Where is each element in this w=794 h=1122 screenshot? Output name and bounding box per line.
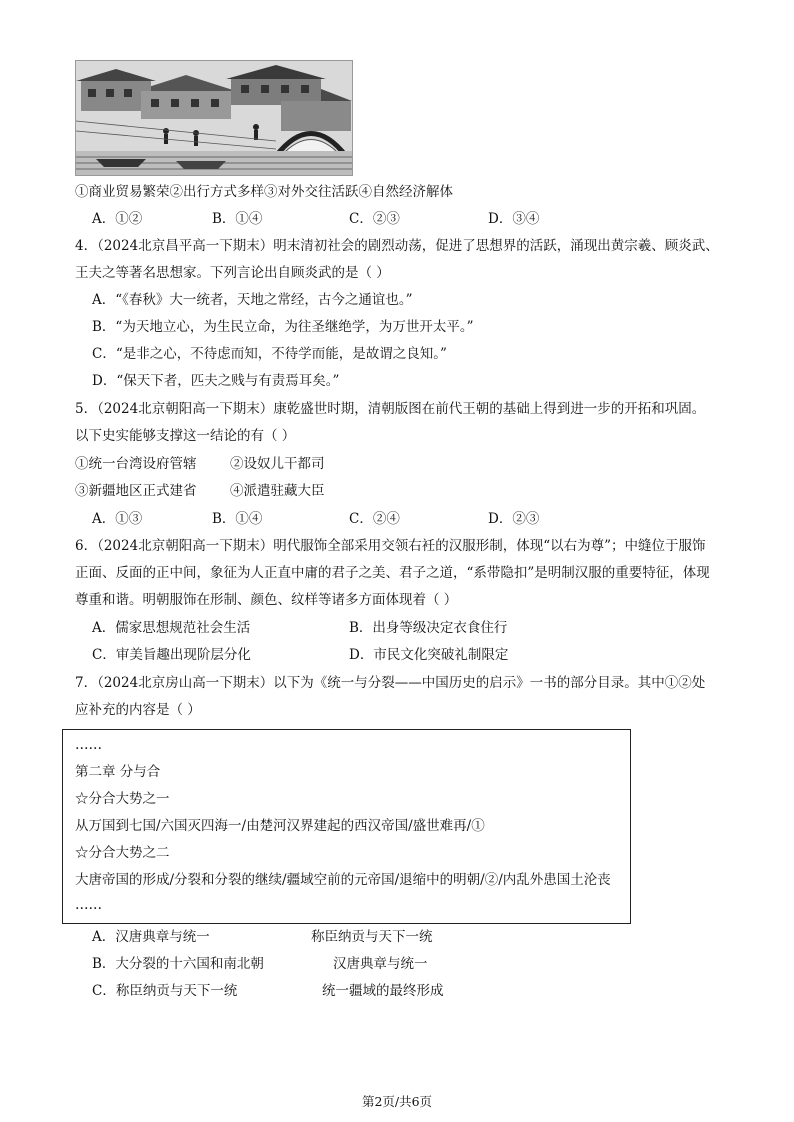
toc-line-3: ☆分合大势之一 (75, 791, 170, 807)
q7-stem-line2: 应补充的内容是（ ） (75, 702, 201, 718)
q6-option-b[interactable]: B．出身等级决定衣食住行 (349, 620, 508, 636)
q5-item-3: ③新疆地区正式建省 (75, 483, 197, 499)
q5-stem-line2: 以下史实能够支撑这一结论的有（ ） (75, 428, 296, 444)
figure-caption-options: ①商业贸易繁荣②出行方式多样③对外交往活跃④自然经济解体 (75, 184, 453, 200)
q5-option-c[interactable]: C．②④ (349, 511, 400, 527)
q6-stem-line3: 尊重和谐。明朝服饰在形制、颜色、纹样等诸多方面体现着（ ） (75, 592, 458, 608)
toc-line-2: 第二章 分与合 (75, 764, 161, 780)
q6-option-a[interactable]: A．儒家思想规范社会生活 (92, 620, 251, 636)
q7-option-a-second: 称臣纳贡与天下一统 (311, 929, 433, 945)
q5-item-1: ①统一台湾设府管辖 (75, 456, 197, 472)
q3-option-b[interactable]: B．①④ (212, 211, 263, 227)
q4-stem-line2: 王夫之等著名思想家。下列言论出自顾炎武的是（ ） (75, 265, 390, 281)
q7-option-c[interactable]: C．称臣纳贡与天下一统 (92, 983, 238, 999)
q3-option-c[interactable]: C．②③ (349, 211, 400, 227)
q7-option-c-second: 统一疆域的最终形成 (322, 983, 444, 999)
q5-option-a[interactable]: A．①③ (92, 511, 143, 527)
toc-line-5: ☆分合大势之二 (75, 845, 170, 861)
q6-stem-line2: 正面、反面的正中间，象征为人正直中庸的君子之美、君子之道，“系带隐扣”是明制汉服的重要特征，体现 (75, 565, 710, 581)
q5-stem-line1: 5．（2024北京朝阳高一下期末）康乾盛世时期，清朝版图在前代王朝的基础上得到进一步的开拓和巩固。 (75, 401, 706, 417)
q7-stem-line1: 7．（2024北京房山高一下期末）以下为《统一与分裂——中国历史的启示》一书的部分目录。其中①②处 (75, 675, 706, 691)
q7-option-b[interactable]: B．大分裂的十六国和南北朝 (92, 956, 264, 972)
q7-option-b-second: 汉唐典章与统一 (333, 956, 428, 972)
q3-option-a[interactable]: A．①② (92, 211, 143, 227)
toc-line-7: …… (75, 897, 102, 913)
q3-option-d[interactable]: D．③④ (488, 211, 540, 227)
q4-option-a[interactable]: A．“《春秋》大一统者，天地之常经，古今之通谊也。” (92, 292, 413, 308)
toc-line-4: 从万国到七国/六国灭四海一/由楚河汉界建起的西汉帝国/盛世难再/① (75, 818, 485, 834)
q4-option-c[interactable]: C．“是非之心，不待虑而知，不待学而能，是故谓之良知。” (92, 346, 447, 362)
q7-option-a[interactable]: A．汉唐典章与统一 (92, 929, 210, 945)
q6-option-d[interactable]: D．市民文化突破礼制限定 (349, 647, 509, 663)
q4-option-b[interactable]: B．“为天地立心，为生民立命，为往圣继绝学，为万世开太平。” (92, 319, 474, 335)
q5-item-4: ④派遣驻藏大臣 (230, 483, 325, 499)
toc-line-6: 大唐帝国的形成/分裂和分裂的继续/疆域空前的元帝国/退缩中的明朝/②/内乱外患国土沦丧 (75, 872, 611, 888)
q5-option-d[interactable]: D．②③ (488, 511, 540, 527)
q4-stem-line1: 4．（2024北京昌平高一下期末）明末清初社会的剧烈动荡，促进了思想界的活跃，涌现出黄宗羲、顾炎武、 (75, 238, 719, 254)
toc-line-1: …… (75, 737, 102, 753)
table-of-contents-box (62, 729, 631, 924)
q5-item-2: ②设奴儿干都司 (230, 456, 325, 472)
q6-stem-line1: 6．（2024北京朝阳高一下期末）明代服饰全部采用交领右衽的汉服形制，体现“以右为尊”；中缝位于服饰 (75, 538, 706, 554)
page-footer: 第2页/共6页 (361, 1094, 433, 1109)
q5-option-b[interactable]: B．①④ (212, 511, 263, 527)
historical-town-illustration (75, 60, 353, 176)
illustration-drawing (76, 61, 352, 175)
q6-option-c[interactable]: C．审美旨趣出现阶层分化 (92, 647, 251, 663)
q4-option-d[interactable]: D．“保天下者，匹夫之贱与有责焉耳矣。” (92, 373, 340, 389)
